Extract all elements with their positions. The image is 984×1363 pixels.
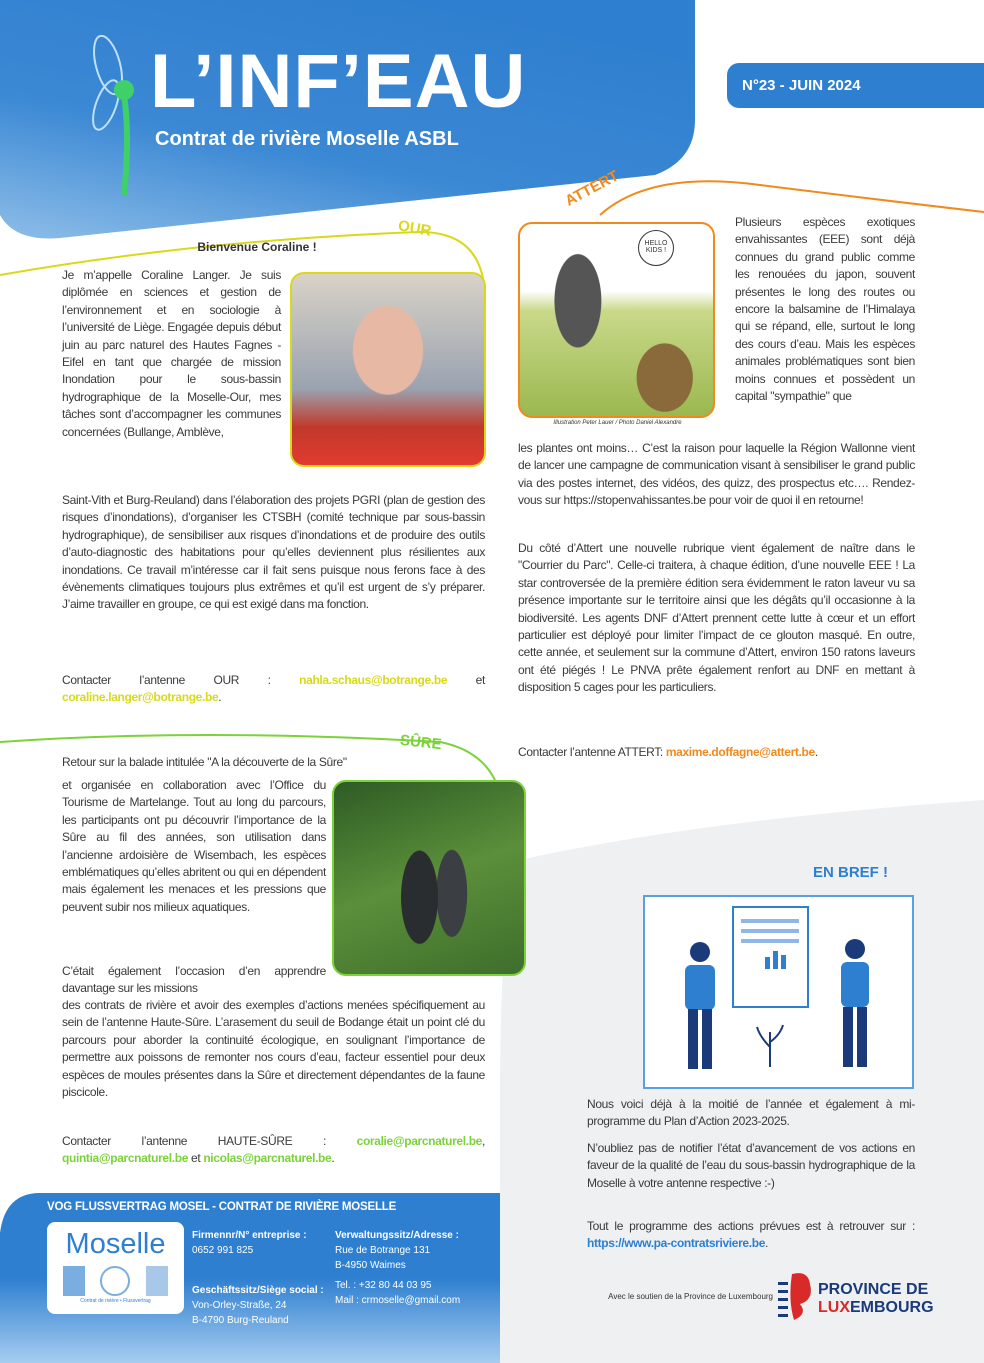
our-contact [62,672,485,707]
newsletter-subtitle: Contrat de rivière Moselle ASBL [155,128,459,150]
sure-paragraph-1: et organisée en collaboration avec l’Office du Tourisme de Martelange. Tout au long du parcours, les participants ont pu découvrir l’importance de la Sûre au fil des années, son utilisation dans l’ancienne ardoisière de Wisembach, les espèces emblématiques qu’elles abritent ou qui en dépendent mais également les menaces et les pressions que peuvent subir nos milieux aquatiques. [62,778,326,914]
province-logo-text [818,1281,934,1317]
conjunction: et [447,673,485,687]
footer-contact-info [335,1278,460,1308]
email-link[interactable]: quintia@parcnaturel.be [62,1151,189,1166]
footer-company-info [192,1228,307,1258]
period: . [331,1151,335,1166]
newsletter-title: L’INF’EAU [150,39,527,124]
en-bref-paragraph-2: N’oubliez pas de notifier l’état d’avancement de vos actions en faveur de la qualité de l’eau du sous-bassin hydrographique de la Moselle à votre antenne respective :-) [587,1141,915,1190]
partner-logo-icon [63,1266,85,1296]
partner-logo-icon [100,1266,130,1296]
issue-badge: N°23 - JUIN 2024 [727,63,984,108]
our-heading: Bienvenue Coraline ! [197,240,317,254]
firm-label: Firmennr/N° entreprise : [192,1230,307,1241]
period: . [814,745,818,759]
attert-paragraph-2: Du côté d’Attert une nouvelle rubrique vient également de naître dans le "Courrier du Parc". Celle-ci traitera, à chaque édition, d’une nouvelle EEE ! La star controversée de la première édition sera évidemment le raton laveur vu sa présence importante sur le territoire ainsi que les dégâts qu’il occasionne à la biodiversité. Les agents DNF d’Attert prennent cette lutte à cœur et un effort particulier est déployé pour limiter l’impact de ce glouton masqué. En outre, cette année, et seulement sur la commune d’Attert, environ 150 ratons laveurs ont été piégés ! Le PNVA prête également renfort au DNF en mettant à disposition 5 cages pour les particuliers. [518,541,915,695]
footer-phone: Tel. : +32 80 44 03 95 [335,1280,432,1291]
period: . [218,690,222,705]
email-link[interactable]: maxime.doffagne@attert.be [665,745,815,759]
presentation-icon [645,897,912,1087]
section-label-sure: SÛRE [399,731,443,754]
province-rest: EMBOURG [850,1299,934,1316]
program-text: Tout le programme des actions prévues est à retrouver sur : [587,1219,915,1233]
period: . [765,1236,769,1251]
moselle-logo-subtitle: Contrat de rivière • Flussvertrag [80,1298,151,1304]
section-label-attert: ATTERT [562,167,622,210]
sure-heading: Retour sur la balade intitulée "A la découverte de la Sûre" [62,755,347,769]
sure-paragraph-2-wrap: C’était également l’occasion d’en apprendre davantage sur les missions [62,964,326,996]
province-lion-icon [778,1270,816,1322]
email-link[interactable]: nicolas@parcnaturel.be [203,1151,332,1166]
coraline-photo [290,272,486,467]
sponsor-text: Avec le soutien de la Province de Luxembourg [608,1292,773,1301]
contact-label: Contacter l’antenne ATTERT: [518,745,666,759]
moselle-logo-text: Moselle [65,1228,166,1260]
partner-logos [55,1266,176,1296]
illustration-caption: Illustration Peter Lauer / Photo Daniel Alexandre [553,420,682,426]
speech-bubble: HELLO KIDS ! [638,230,674,266]
footer-email[interactable]: Mail : crmoselle@gmail.com [335,1295,461,1306]
province-line-2 [818,1299,934,1317]
admin-city: B-4950 Waimes [335,1260,406,1271]
invasive-species-illustration [518,222,715,418]
partner-logo-icon [146,1266,168,1296]
seat-label: Geschäftssitz/Siège social : [192,1285,324,1296]
our-paragraph-full: Saint-Vith et Burg-Reuland) dans l’élaboration des projets PGRI (plan de gestion des risques d’inondations), d’organiser les CTSBH (comité technique par sous-bassin hydrographique), de sensibiliser aux risques d’inondations et de produire des outils d’auto-diagnostic des habitations pour qu’elles deviennent plus résilientes aux inondations. Ce travail m’intéresse car il fait sens puisque nous ferons face à des évènements climatiques toujours plus extrêmes et qu’il est urgent de s’y préparer. J’aime travailler en groupe, ce qui est exigé dans ma fonction. [62,493,485,612]
province-lux: LUX [818,1299,850,1316]
attert-contact [518,744,915,761]
contact-label: Contacter l’antenne HAUTE-SÛRE : [62,1134,357,1148]
seat-city: B-4790 Burg-Reuland [192,1315,289,1326]
province-line-1: PROVINCE DE [818,1281,929,1298]
footer-admin-info [335,1228,459,1273]
conjunction: et [188,1151,204,1166]
attert-paragraph-full: les plantes ont moins… C’est la raison pour laquelle la Région Wallonne vient de lancer une campagne de communication visant à sensibiliser le grand public via des postes internet, des vidéos, des quizz, des prospectus etc…. Rendez-vous sur https://stopenvahissantes.be pour voir de quoi il en retourne! [518,441,915,508]
footer-seat-info [192,1283,324,1328]
seat-street: Von-Orley-Straße, 24 [192,1300,287,1311]
en-bref-paragraph-3 [587,1218,915,1253]
admin-street: Rue de Botrange 131 [335,1245,431,1256]
firm-value: 0652 991 825 [192,1245,254,1256]
email-link[interactable]: nahla.schaus@botrange.be [299,673,448,687]
admin-label: Verwaltungssitz/Adresse : [335,1230,459,1241]
sure-contact [62,1133,485,1168]
our-paragraph-wrap: Je m’appelle Coraline Langer. Je suis diplômée en sciences et gestion de l’environnement et en sociologie à l’université de Liège. Engagée depuis début juin au parc naturel des Hautes Fagnes - Eifel en tant que chargée de mission Inondation pour le sous-bassin hydrographique de la Moselle-Our, mes tâches sont d’accompagner les communes concernées (Bullange, Amblève, [62,268,281,439]
footer-title: VOG FLUSSVERTRAG MOSEL - CONTRAT DE RIVIÈRE MOSELLE [47,1201,397,1213]
walk-photo [332,780,526,976]
sure-paragraph-2-full: des contrats de rivière et avoir des exemples d’actions menées spécifiquement au sein de l’antenne Haute-Sûre. L’arasement du seuil de Bodange était un point clé du parcours pour aborder la continuité écologique, en soulignant l’importance de permettre aux poissons de remonter nos cours d’eau, facteur essentiel pour deux espèces de moules présentes dans la Sûre et directement dépendantes de la faune piscicole. [62,998,485,1100]
separator: , [482,1134,485,1148]
en-bref-paragraph-1: Nous voici déjà à la moitié de l’année et également à mi-programme du Plan d’Action 2023-2025. [587,1097,915,1129]
en-bref-title: EN BREF ! [813,864,888,881]
attert-paragraph-wrap: Plusieurs espèces exotiques envahissantes (EEE) sont déjà connues du grand public comme les renouées du japon, souvent présentes le long des routes ou encore la balsamine de l’Himalaya qui se répand, elle, surtout le long des cours d’eau. Mais les espèces animales problématiques sont bien moins connues et possèdent un capital "sympathie" que [735,215,915,404]
program-link[interactable]: https://www.pa-contratsriviere.be [587,1236,766,1251]
moselle-logo [47,1222,184,1314]
contact-label: Contacter l’antenne OUR : [62,673,300,687]
email-link[interactable]: coralie@parcnaturel.be [356,1134,483,1148]
section-label-our: OUR [396,217,433,240]
planning-illustration [643,895,914,1089]
email-link[interactable]: coraline.langer@botrange.be [62,690,219,705]
